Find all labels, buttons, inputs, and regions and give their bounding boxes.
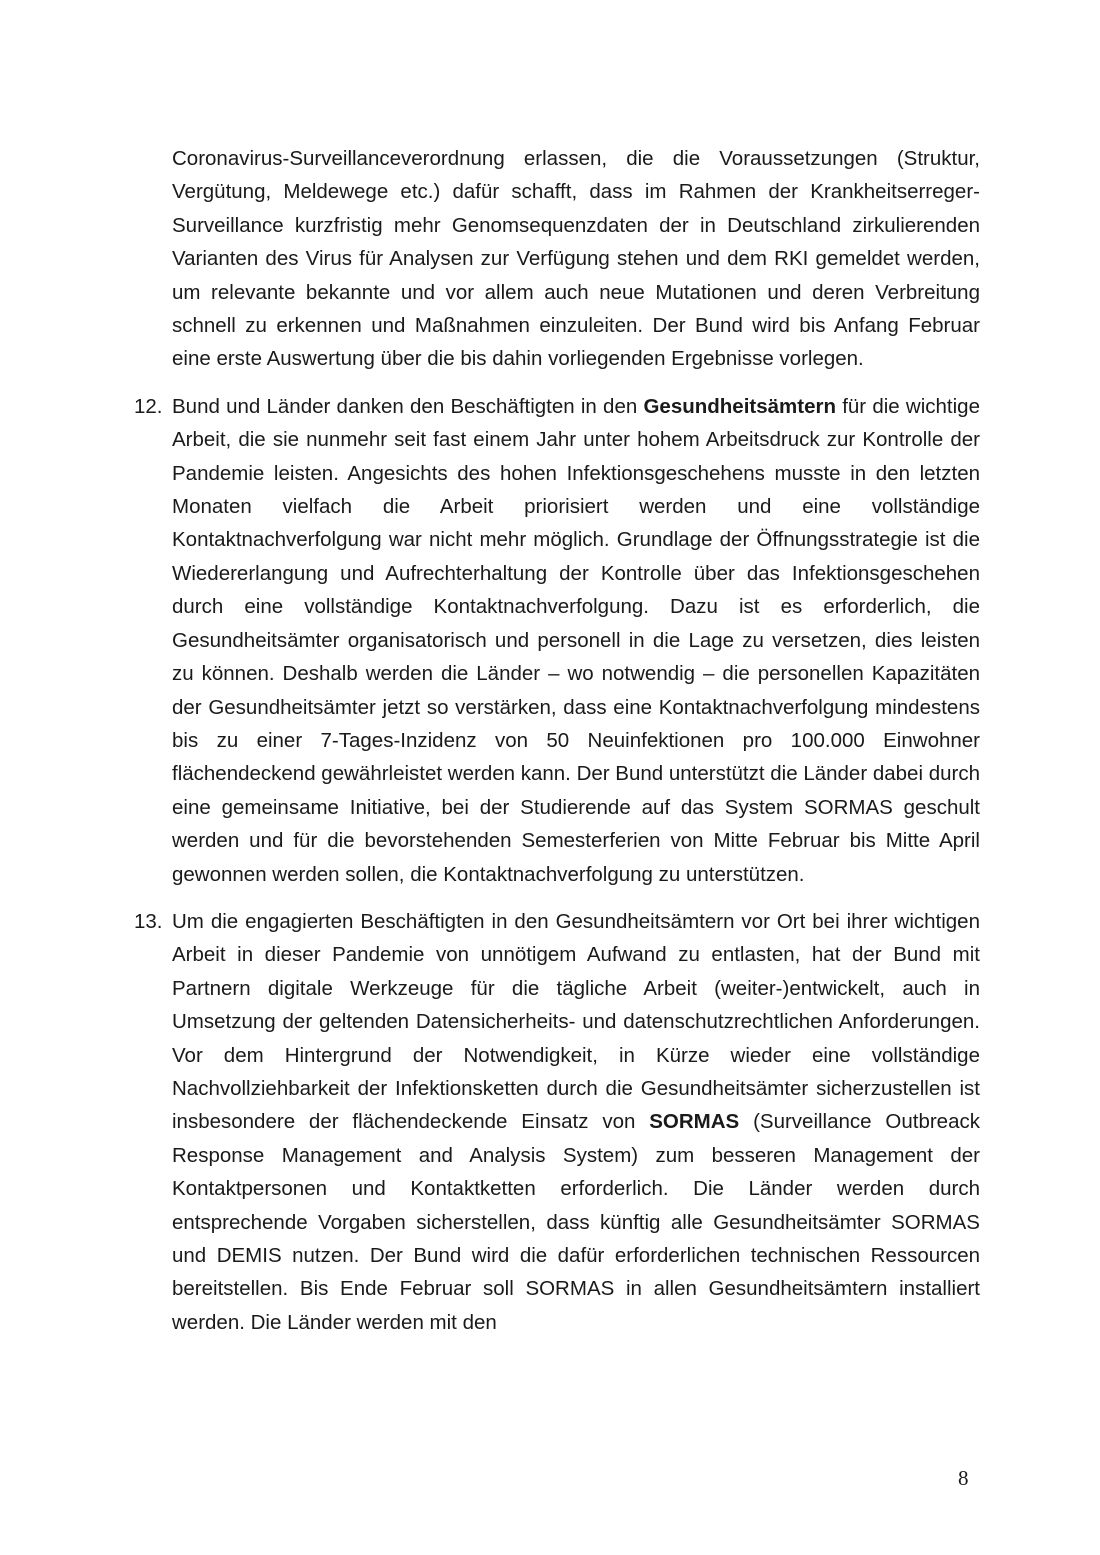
item-text-start: Um die engagierten Beschäftigten in den Gesundheitsämtern vor Ort bei ihrer wichtigen Arbeit in dieser Pandemie von unnötigem Aufwand zu entlasten, hat der Bund mit Partnern digitale Werkzeuge für die tägliche Arbeit (weiter-)entwickelt, auch in Umsetzung der geltenden Datensicherheits- und datenschutzrechtlichen Anforderungen. Vor dem Hintergrund der Notwendigkeit, in Kürze wieder eine vollständige Nachvollziehbarkeit der Infektionsketten durch die Gesundheitsämter sicherzustellen ist insbesondere der flächendeckende Einsatz von [172,909,980,1134]
item-text-rest: (Surveillance Outbreack Response Management and Analysis System) zum besseren Management der Kontaktpersonen und Kontaktketten erforderlich. Die Länder werden durch entsprechende Vorgaben sicherstellen, dass künftig alle Gesundheitsämter SORMAS und DEMIS nutzen. Der Bund wird die dafür erforderlichen technischen Ressourcen bereitstellen. Bis Ende Februar soll SORMAS in allen Gesundheitsämtern installiert werden. Die Länder werden mit den [172,1110,980,1334]
bold-term: SORMAS [649,1110,740,1134]
item-text [172,390,980,891]
page-number: 8 [958,1466,969,1490]
item-text-start: Bund und Länder danken den Beschäftigten in den [172,394,644,418]
item-number: 13. [134,909,163,933]
body-text [134,142,980,1353]
item-number: 12. [134,394,163,418]
continued-paragraph: Coronavirus-Surveillanceverordnung erlassen, die die Voraussetzungen (Struktur, Vergütung, Meldewege etc.) dafür schafft, dass im Rahmen der Krankheitserreger-Surveillance kurzfristig mehr Genomsequenzdaten der in Deutschland zirkulierenden Varianten des Virus für Analysen zur Verfügung stehen und dem RKI gemeldet werden, um relevante bekannte und vor allem auch neue Mutationen und deren Verbreitung schnell zu erkennen und Maßnahmen einzuleiten. Der Bund wird bis Anfang Februar eine erste Auswertung über die bis dahin vorliegenden Ergebnisse vorlegen. [172,147,980,371]
item-text-rest: für die wichtige Arbeit, die sie nunmehr seit fast einem Jahr unter hohem Arbeitsdruck zur Kontrolle der Pandemie leisten. Angesichts des hohen Infektionsgeschehens musste in den letzten Monaten vielfach die Arbeit priorisiert werden und eine vollständige Kontaktnachverfolgung war nicht mehr möglich. Grundlage der Öffnungsstrategie ist die Wiedererlangung und Aufrechterhaltung der Kontrolle über das Infektionsgeschehen durch eine vollständige Kontaktnachverfolgung. Dazu ist es erforderlich, die Gesundheitsämter organisatorisch und personell in die Lage zu versetzen, dies leisten zu können. Deshalb werden die Länder – wo notwendig – die personellen Kapazitäten der Gesundheitsämter jetzt so verstärken, dass eine Kontaktnachverfolgung mindestens bis zu einer 7-Tages-Inzidenz von 50 Neuinfektionen pro 100.000 Einwohner flächendeckend gewährleistet werden kann. Der Bund unterstützt die Länder dabei durch eine gemeinsame Initiative, bei der Studierende auf das System SORMAS geschult werden und für die bevorstehenden Semesterferien von Mitte Februar bis Mitte April gewonnen werden sollen, die Kontaktnachverfolgung zu unterstützen. [172,394,980,886]
item-text [172,905,980,1339]
list-item-13 [134,905,980,1339]
list-item-12 [134,390,980,891]
bold-term: Gesundheitsämtern [643,394,836,418]
